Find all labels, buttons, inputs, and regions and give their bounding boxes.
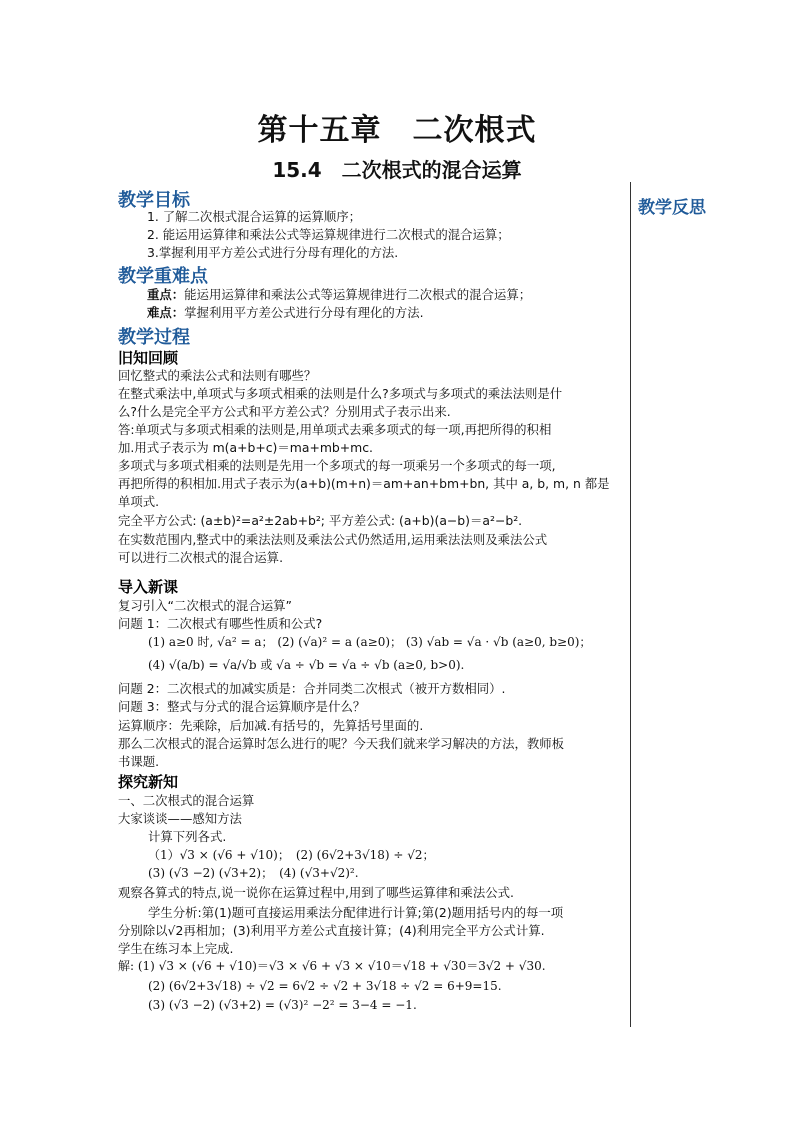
formula-line: (4) √(a/b) = √a/√b 或 √a ÷ √b = √a ÷ √b (a≥0, b>0). — [148, 658, 465, 672]
review-line: 答:单项式与多项式相乘的法则是,用单项式去乘多项式的每一项,再把所得的积相 — [118, 422, 552, 437]
chapter-title: 第十五章 二次根式 — [257, 113, 537, 148]
exercise-line: (3) (√3 −2) (√3+2)； (4) (√3+√2)². — [148, 866, 359, 880]
solution-line: (3) (√3 −2) (√3+2) = (√3)² −2² = 3−4 = −1. — [148, 998, 417, 1012]
review-line: 加.用式子表示为 m(a+b+c)＝ma+mb+mc. — [118, 440, 373, 455]
intro-line: 问题 3：整式与分式的混合运算顺序是什么？ — [118, 699, 366, 714]
review-line: 么?什么是完全平方公式和平方差公式？分别用式子表示出来. — [118, 404, 451, 419]
explore-heading: 探究新知 — [118, 773, 179, 791]
explore-line: 观察各算式的特点,说一说你在运算过程中,用到了哪些运算律和乘法公式. — [118, 885, 514, 900]
goal-item: 3.掌握利用平方差公式进行分母有理化的方法. — [147, 245, 399, 260]
formula-line: (1) a≥0 时, √a² = a； (2) (√a)² = a (a≥0)； (3) √ab = √a · √b (a≥0, b≥0)； — [148, 635, 592, 649]
intro-line: 问题 1：二次根式有哪些性质和公式? — [118, 616, 323, 631]
review-line: 可以进行二次根式的混合运算. — [118, 550, 284, 565]
review-line: 多项式与多项式相乘的法则是先用一个多项式的每一项乘另一个多项式的每一项, — [118, 458, 556, 473]
explore-line: 大家谈谈——感知方法 — [118, 811, 242, 826]
column-divider — [630, 182, 631, 1027]
goals-heading: 教学目标 — [118, 190, 190, 211]
exercise-line: （1）√3 × (√6 + √10)； (2) (6√2+3√18) ÷ √2； — [148, 848, 435, 862]
solution-line: (2) (6√2+3√18) ÷ √2 = 6√2 ÷ √2 + 3√18 ÷ √2 = 6+9=15. — [148, 979, 502, 993]
explore-line: 一、二次根式的混合运算 — [118, 793, 255, 808]
focus-label: 重点： — [147, 287, 185, 302]
focus-line — [147, 286, 531, 303]
process-heading: 教学过程 — [118, 327, 190, 348]
review-line: 完全平方公式: (a±b)²=a²±2ab+b²; 平方差公式: (a+b)(a−b)＝a²−b². — [118, 513, 523, 528]
review-line: 在整式乘法中,单项式与多项式相乘的法则是什么?多项式与多项式的乘法法则是什 — [118, 386, 563, 401]
difficulty-text: 掌握利用平方差公式进行分母有理化的方法. — [184, 305, 424, 320]
review-line: 在实数范围内,整式中的乘法法则及乘法公式仍然适用,运用乘法法则及乘法公式 — [118, 532, 548, 547]
difficulty-line — [147, 304, 424, 321]
key-points-heading: 教学重难点 — [118, 266, 208, 287]
intro-line: 运算顺序：先乘除，后加减.有括号的，先算括号里面的. — [118, 718, 424, 733]
explore-line: 计算下列各式. — [148, 829, 227, 844]
review-line: 再把所得的积相加.用式子表示为(a+b)(m+n)＝am+an+bm+bn, 其中 a, b, m, n 都是 — [118, 476, 610, 491]
intro-line: 问题 2：二次根式的加减实质是：合并同类二次根式（被开方数相同）. — [118, 681, 506, 696]
difficulty-label: 难点： — [147, 305, 185, 320]
review-heading: 旧知回顾 — [118, 349, 179, 367]
goal-item: 1. 了解二次根式混合运算的运算顺序； — [147, 209, 362, 224]
review-line: 回忆整式的乘法公式和法则有哪些？ — [118, 368, 317, 383]
intro-heading: 导入新课 — [118, 578, 179, 596]
section-title: 15.4 二次根式的混合运算 — [272, 158, 522, 182]
review-line: 单项式. — [118, 494, 160, 509]
reflection-heading: 教学反思 — [638, 198, 706, 218]
explore-line: 分别除以√2再相加；(3)利用平方差公式直接计算；(4)利用完全平方公式计算. — [118, 923, 545, 938]
intro-line: 那么二次根式的混合运算时怎么进行的呢？今天我们就来学习解决的方法，教师板 — [118, 736, 565, 751]
focus-text: 能运用运算律和乘法公式等运算规律进行二次根式的混合运算； — [184, 287, 532, 302]
goal-item: 2. 能运用运算律和乘法公式等运算规律进行二次根式的混合运算； — [147, 227, 510, 242]
intro-line: 复习引入“二次根式的混合运算” — [118, 598, 292, 613]
solution-line: 解: (1) √3 × (√6 + √10)＝√3 × √6 + √3 × √10＝√18 + √30＝3√2 + √30. — [118, 959, 546, 973]
explore-line: 学生在练习本上完成. — [118, 941, 234, 956]
explore-line: 学生分析:第(1)题可直接运用乘法分配律进行计算;第(2)题用括号内的每一项 — [148, 905, 564, 920]
intro-line: 书课题. — [118, 754, 160, 769]
